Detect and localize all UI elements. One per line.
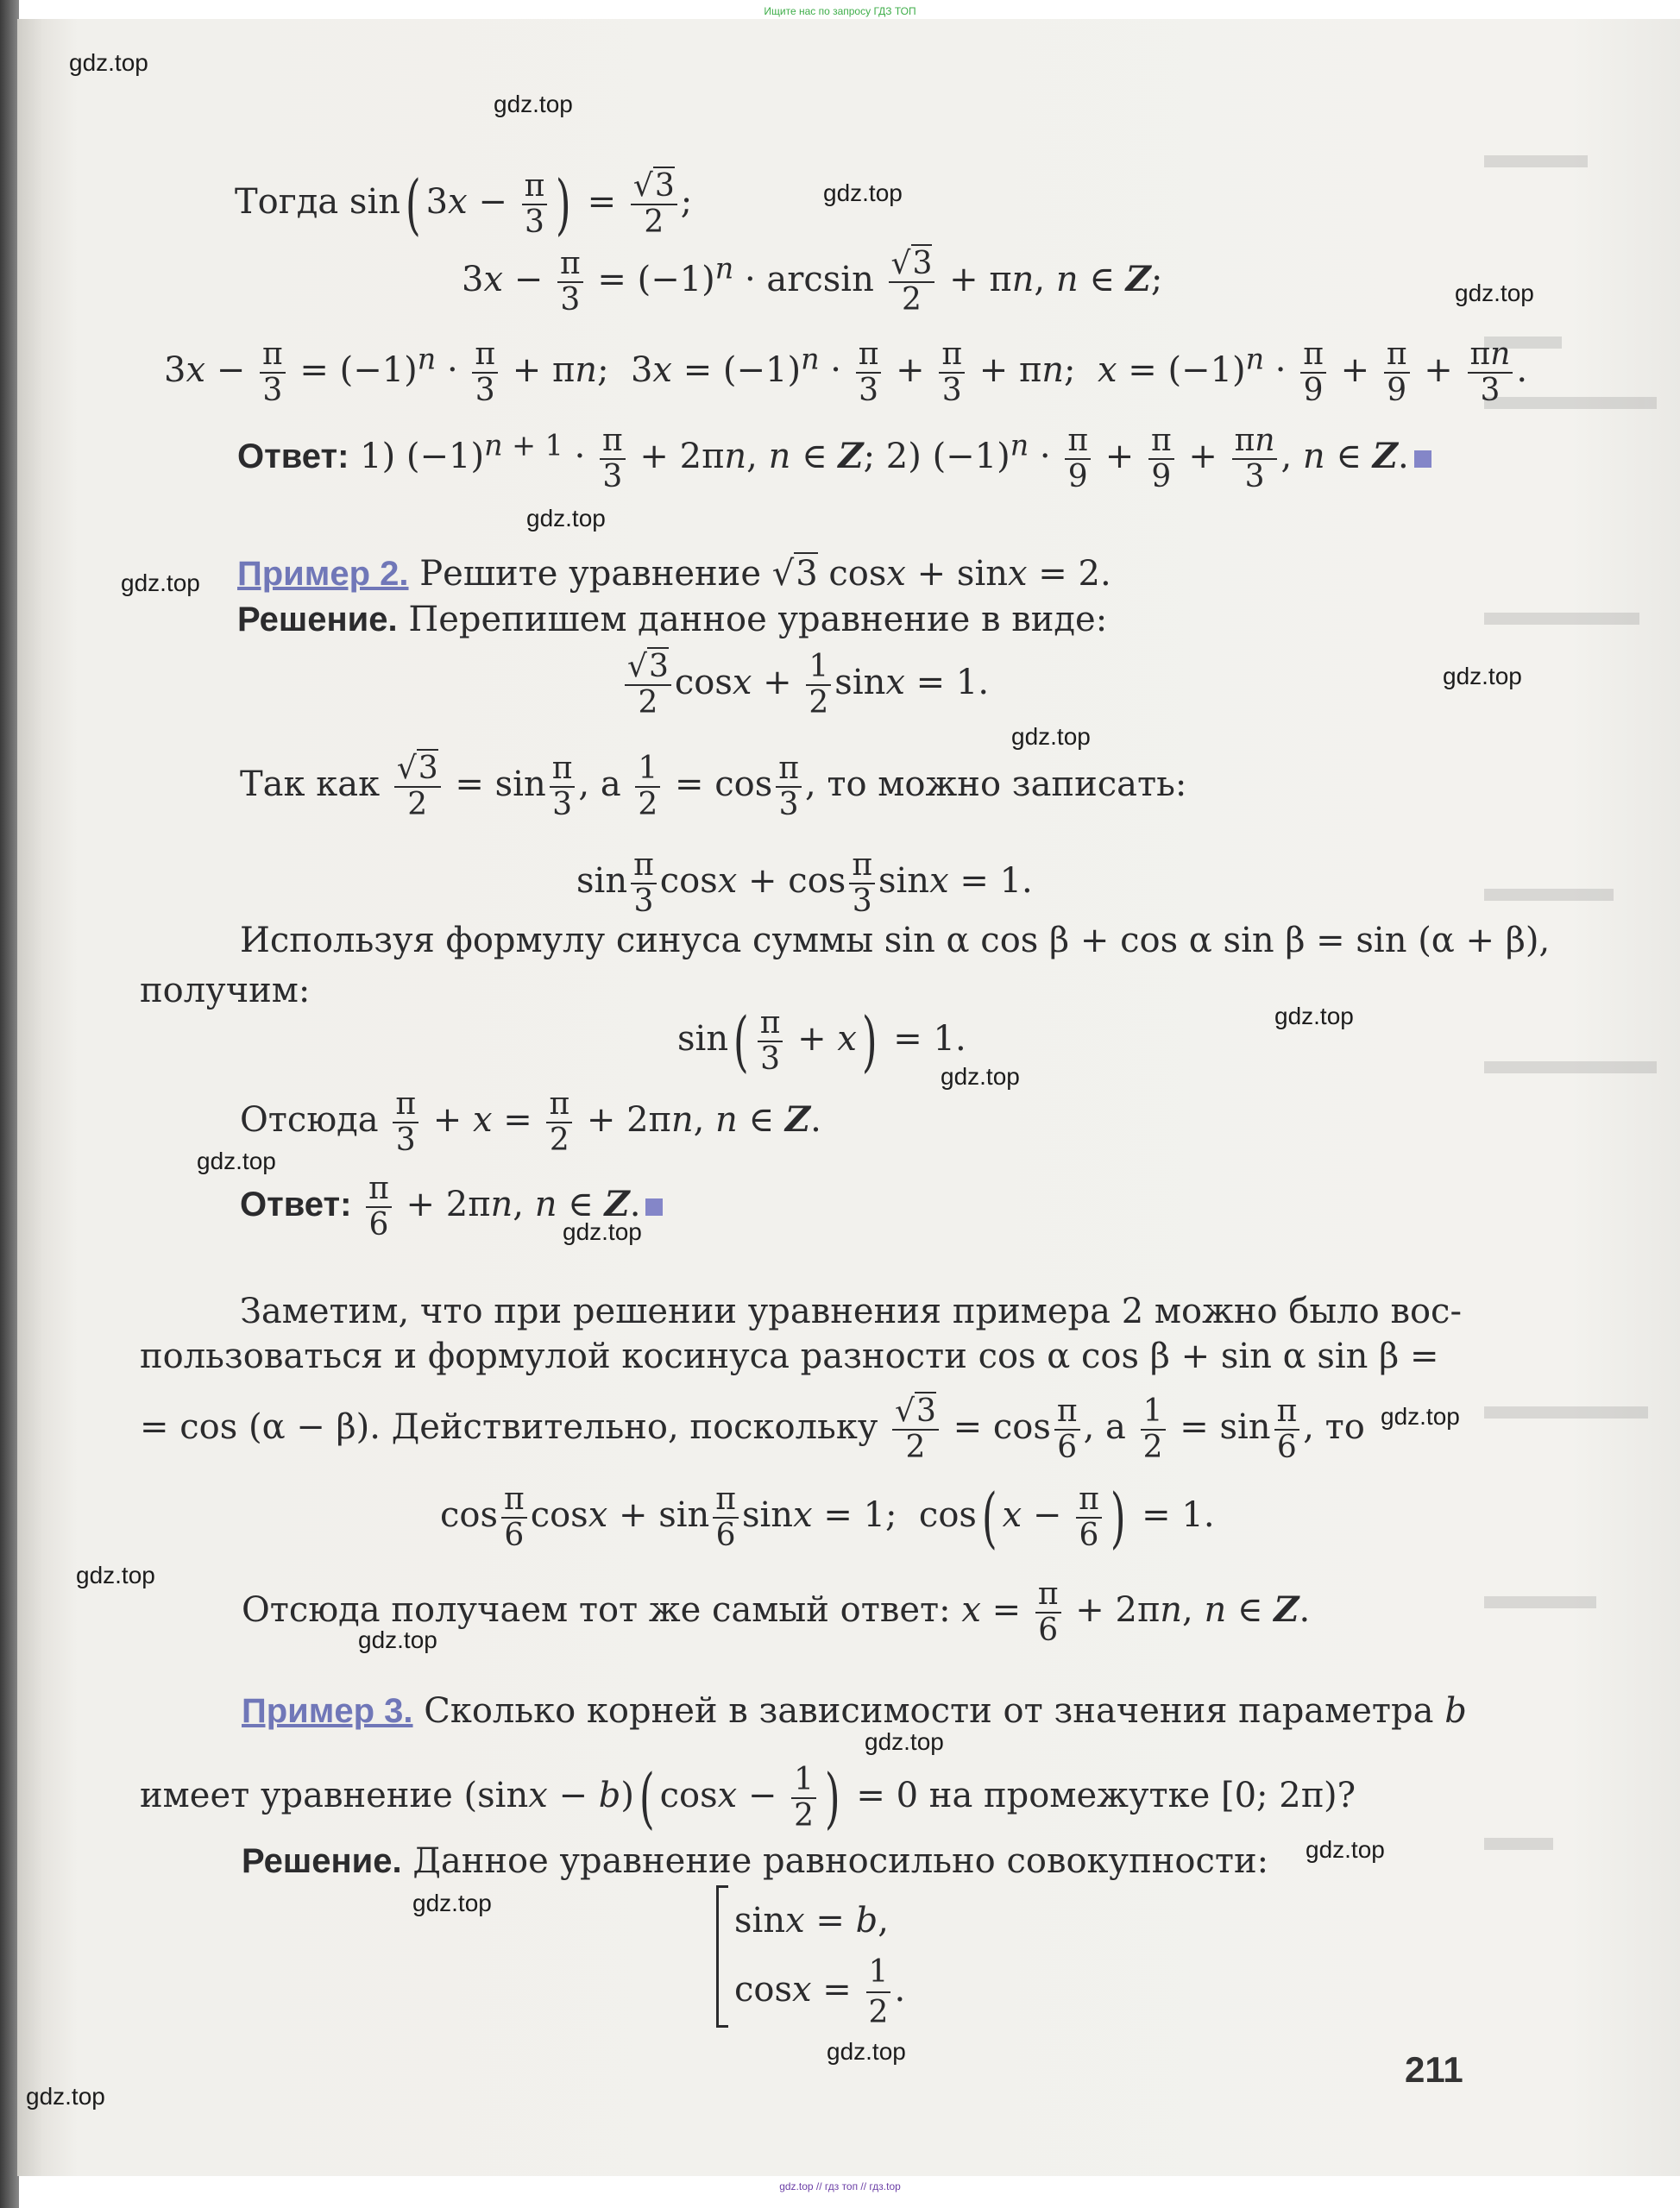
watermark: gdz.top <box>1306 1836 1385 1863</box>
answer-label: Ответ: <box>237 437 349 475</box>
watermark: gdz.top <box>494 91 573 117</box>
example2-label: Пример 2. <box>237 555 409 593</box>
bleed-through-marks <box>1484 129 1674 2071</box>
watermark: gdz.top <box>1274 1003 1354 1029</box>
watermark: gdz.top <box>1011 723 1091 750</box>
formula-line: Используя формулу синуса суммы sin α cos β + cos α sin β = sin (α + β), <box>240 921 1551 960</box>
watermark: gdz.top <box>823 179 903 206</box>
example2-heading: Пример 2. Решите уравнение √3 cosx + sinx = 2. <box>237 554 1111 594</box>
book-binding-shadow <box>0 0 19 2208</box>
watermark: gdz.top <box>941 1063 1020 1090</box>
watermark: gdz.top <box>26 2083 105 2110</box>
watermark: gdz.top <box>197 1148 276 1174</box>
watermark: gdz.top <box>69 49 148 76</box>
watermark: gdz.top <box>412 1890 492 1916</box>
end-of-proof-icon <box>1414 450 1431 468</box>
sum-form-equation: sin $\frac{\pi}{3}$ cosx + cos $\frac{\pi}{3}$ sinx = 1. <box>576 847 1033 919</box>
watermark: gdz.top <box>865 1728 944 1755</box>
watermark: gdz.top <box>76 1562 155 1588</box>
watermark: gdz.top <box>526 505 606 532</box>
top-banner: Ищите нас по запросу ГДЗ ТОП <box>764 5 916 17</box>
end-of-proof-icon <box>645 1198 663 1216</box>
watermark: gdz.top <box>563 1218 642 1245</box>
watermark: gdz.top <box>121 569 200 596</box>
system-row-cos: cosx = $\frac{1}{2}$ . <box>734 1954 906 2030</box>
sin-equation: sin( $\frac{\pi}{3}$ + x) = 1. <box>677 1003 966 1079</box>
example1-answer: Ответ: 1) $(-1)^{n + 1}$ · $\frac{\pi}{3}$ + 2πn, n ∈ Z; 2) $(-1)^n$ · $\frac{\pi}{9}$ + $\frac{\pi}{9}$ + $\frac{\pi n}{3}$ , n ∈ Z. <box>237 425 1431 493</box>
remark-line-3: = cos (α − β). Действительно, поскольку $\frac{√3}{2}$ = cos $\frac{\pi}{6}$ , а $\frac{1}{2}$ = sin $\frac{\pi}{6}$ , то <box>140 1393 1365 1465</box>
example2-solution-intro: Решение. Перепишем данное уравнение в виде: <box>237 600 1108 639</box>
bottom-banner: gdz.top // гдз топ // гдз.top <box>779 2180 901 2192</box>
then-equation: Тогда sin( 3x − $\frac{\pi}{3}$ ) = $\frac{√3}{2}$ ; <box>235 166 693 242</box>
watermark: gdz.top <box>358 1626 437 1653</box>
watermark: gdz.top <box>1455 280 1534 306</box>
watermark: gdz.top <box>1443 663 1522 689</box>
example3-solution-intro: Решение. Данное уравнение равносильно совокупности: <box>242 1841 1269 1881</box>
since-line: Так как $\frac{√3}{2}$ = sin $\frac{\pi}{3}$ , а $\frac{1}{2}$ = cos $\frac{\pi}{3}$ , то можно записать: <box>240 751 1187 822</box>
hence-line: Отсюда $\frac{\pi}{3}$ + x = $\frac{\pi}{2}$ + 2πn, n ∈ Z. <box>240 1086 821 1158</box>
watermark: gdz.top <box>827 2038 906 2065</box>
page-number: 211 <box>1405 2049 1463 2090</box>
x-solution-chain: 3x − $\frac{\pi}{3}$ = $(-1)^n$ · $\frac{\pi}{3}$ + πn; $3x = (-1)^n$ · $\frac{\pi}{3}$ + $\frac{\pi}{3}$ + πn; $x = (-1)^n$ · $\frac{\pi}{9}$ + $\frac{\pi}{9}$ + $\frac{\pi n}{3}$ . <box>164 337 1528 408</box>
arcsin-equation: 3x − $\frac{\pi}{3}$ = $(-1)^n \cdot \arcsin$ $\frac{√3}{2}$ + πn, n ∈ Z; <box>462 246 1163 318</box>
remark-line-2: пользоваться и формулой косинуса разности cos α cos β + sin α sin β = <box>140 1337 1439 1376</box>
example3-equation-line: имеет уравнение (sinx − b)( cosx − $\frac{1}{2}$ ) = 0 на промежутке [0; 2π)? <box>140 1759 1356 1836</box>
watermark: gdz.top <box>1381 1403 1460 1430</box>
rewritten-equation: $\frac{√3}{2}$ cosx + $\frac{1}{2}$ sinx = 1. <box>621 651 989 719</box>
remark-line-1: Заметим, что при решении уравнения примера 2 можно было вос- <box>240 1292 1462 1331</box>
example3-label: Пример 3. <box>242 1692 413 1730</box>
same-answer-line: Отсюда получаем тот же самый ответ: x = $\frac{\pi}{6}$ + 2πn, n ∈ Z. <box>242 1576 1311 1648</box>
equation-system-bracket <box>716 1885 943 2028</box>
we-get-line: получим: <box>140 971 311 1010</box>
system-row-sin: sinx = b, <box>734 1901 889 1941</box>
difference-form-equation: cos $\frac{\pi}{6}$ cosx + sin $\frac{\pi}{6}$ sinx = 1; cos( x − $\frac{\pi}{6}$ ) = 1. <box>440 1479 1215 1556</box>
example2-answer: Ответ: $\frac{\pi}{6}$ + 2πn, n ∈ Z. <box>240 1173 663 1241</box>
example3-heading: Пример 3. Сколько корней в зависимости от значения параметра b <box>242 1691 1467 1731</box>
